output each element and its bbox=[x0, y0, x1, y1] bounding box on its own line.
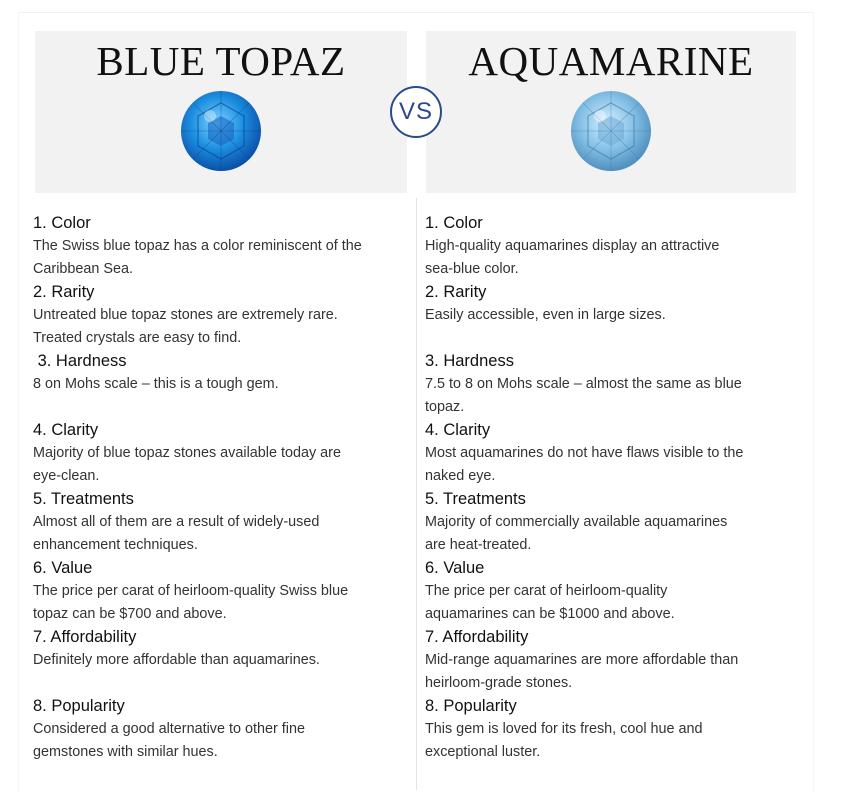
section-heading: 2. Rarity bbox=[33, 283, 95, 301]
aquamarine-title: AQUAMARINE bbox=[468, 38, 754, 84]
section-text-line: 7.5 to 8 on Mohs scale – almost the same as blue bbox=[425, 376, 742, 392]
aquamarine-color-section bbox=[425, 212, 803, 281]
section-heading: 3. Hardness bbox=[33, 352, 127, 370]
section-text-line: Treated crystals are easy to find. bbox=[33, 330, 242, 346]
section-heading: 4. Clarity bbox=[425, 421, 491, 439]
section-text-line: Majority of blue topaz stones available today are bbox=[33, 445, 341, 461]
section-text-line: heirloom-grade stones. bbox=[425, 675, 573, 691]
section-text-line: naked eye. bbox=[425, 468, 496, 484]
section-text-line: gemstones with similar hues. bbox=[33, 744, 218, 760]
section-heading: 6. Value bbox=[33, 559, 93, 577]
section-text-line: Untreated blue topaz stones are extremely rare. bbox=[33, 307, 338, 323]
section-text-line: Mid-range aquamarines are more affordable than bbox=[425, 652, 739, 668]
section-heading: 5. Treatments bbox=[33, 490, 134, 508]
aquamarine-clarity-section bbox=[425, 419, 803, 488]
blue-topaz-title: BLUE TOPAZ bbox=[96, 38, 346, 84]
aquamarine-popularity-section bbox=[425, 695, 803, 764]
blue-topaz-color-section bbox=[33, 212, 411, 281]
blue-topaz-clarity-section bbox=[33, 419, 411, 488]
section-text-line: The price per carat of heirloom-quality bbox=[425, 583, 668, 599]
section-text-line: aquamarines can be $1000 and above. bbox=[425, 606, 675, 622]
aquamarine-affordability-section bbox=[425, 626, 803, 695]
section-heading: 4. Clarity bbox=[33, 421, 99, 439]
section-heading: 2. Rarity bbox=[425, 283, 487, 301]
section-text-line: The price per carat of heirloom-quality Swiss blue bbox=[33, 583, 349, 599]
section-heading: 7. Affordability bbox=[425, 628, 529, 646]
section-heading: 1. Color bbox=[425, 214, 483, 232]
blue-topaz-rarity-section bbox=[33, 281, 411, 350]
section-text-line: Majority of commercially available aquamarines bbox=[425, 514, 728, 530]
blue-topaz-affordability-section bbox=[33, 626, 411, 672]
section-heading: 8. Popularity bbox=[33, 697, 125, 715]
section-text-line: Definitely more affordable than aquamarines. bbox=[33, 652, 320, 668]
blue-topaz-header-panel bbox=[35, 31, 407, 193]
section-heading: 1. Color bbox=[33, 214, 91, 232]
section-text-line: 8 on Mohs scale – this is a tough gem. bbox=[33, 376, 279, 392]
section-text-line: Almost all of them are a result of widely-used bbox=[33, 514, 320, 530]
section-text-line: Easily accessible, even in large sizes. bbox=[425, 307, 666, 323]
section-text-line: enhancement techniques. bbox=[33, 537, 198, 553]
section-text-line: Most aquamarines do not have flaws visible to the bbox=[425, 445, 744, 461]
blue-topaz-value-section bbox=[33, 557, 411, 626]
section-text-line: High-quality aquamarines display an attractive bbox=[425, 238, 720, 254]
blue-topaz-hardness-section bbox=[33, 350, 411, 396]
aquamarine-header-panel bbox=[426, 31, 796, 193]
vs-badge: VS bbox=[390, 86, 442, 138]
blue-topaz-popularity-section bbox=[33, 695, 411, 764]
aquamarine-rarity-section bbox=[425, 281, 803, 327]
aquamarine-value-section bbox=[425, 557, 803, 626]
section-heading: 8. Popularity bbox=[425, 697, 517, 715]
aquamarine-treatments-section bbox=[425, 488, 803, 557]
section-text-line: This gem is loved for its fresh, cool hue and bbox=[425, 721, 703, 737]
column-divider bbox=[416, 198, 417, 790]
section-heading: 5. Treatments bbox=[425, 490, 526, 508]
section-text-line: exceptional luster. bbox=[425, 744, 541, 760]
section-text-line: eye-clean. bbox=[33, 468, 100, 484]
section-text-line: Caribbean Sea. bbox=[33, 261, 134, 277]
section-heading: 7. Affordability bbox=[33, 628, 137, 646]
section-text-line: Considered a good alternative to other fine bbox=[33, 721, 306, 737]
section-text-line: topaz. bbox=[425, 399, 465, 415]
section-text-line: The Swiss blue topaz has a color reminiscent of the bbox=[33, 238, 362, 254]
blue-topaz-gem-image bbox=[180, 90, 262, 172]
section-heading: 6. Value bbox=[425, 559, 485, 577]
section-text-line: topaz can be $700 and above. bbox=[33, 606, 227, 622]
section-text-line: sea-blue color. bbox=[425, 261, 519, 277]
aquamarine-gem-image bbox=[570, 90, 652, 172]
section-heading: 3. Hardness bbox=[425, 352, 514, 370]
blue-topaz-treatments-section bbox=[33, 488, 411, 557]
section-text-line: are heat-treated. bbox=[425, 537, 532, 553]
aquamarine-hardness-section bbox=[425, 350, 803, 419]
